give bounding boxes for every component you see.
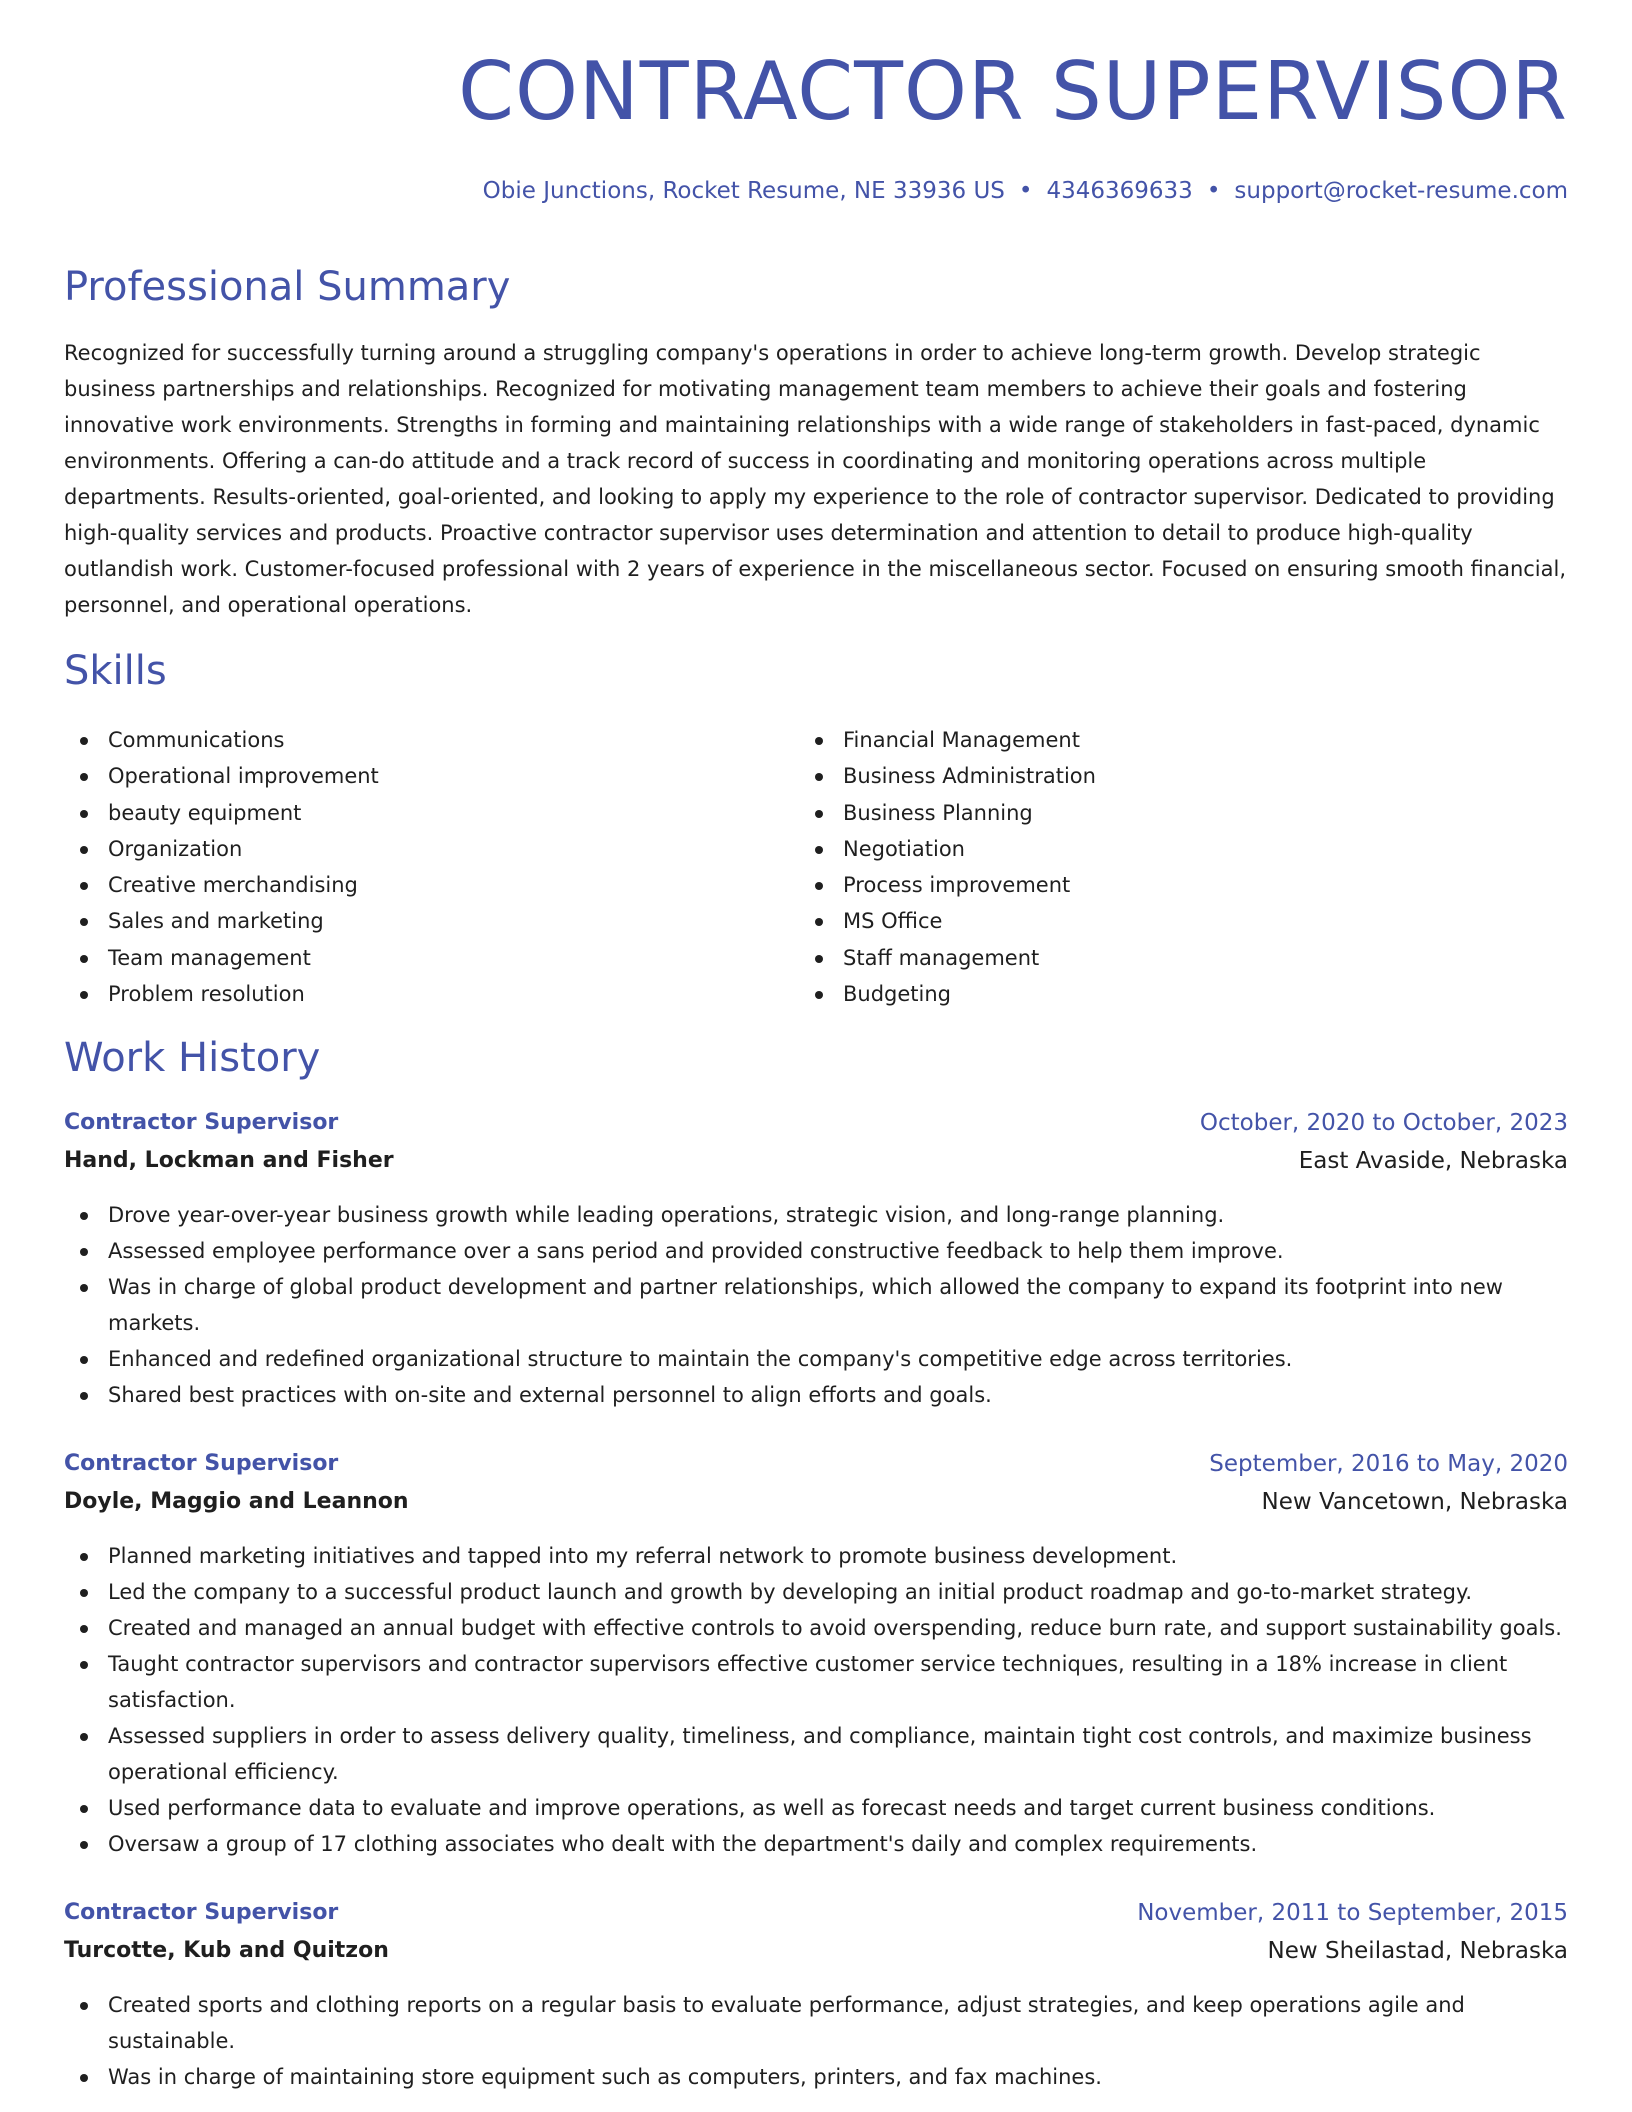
- job-bullet: [64, 1269, 1568, 1341]
- bullet-text: beauty equipment: [108, 800, 302, 825]
- bullet-text: Staff management: [843, 945, 1040, 970]
- contact-phone: 4346369633: [1046, 178, 1193, 204]
- job-location: East Avaside, Nebraska: [1298, 1148, 1568, 1174]
- job-bullet: [64, 1610, 1568, 1646]
- bullet-text: Assessed suppliers in order to assess delivery quality, timeliness, and compliance, maintain tight cost controls, and maximize business operational efficiency.: [108, 1724, 1532, 1784]
- job-bullet: [64, 1718, 1568, 1790]
- skill-item: [799, 903, 1499, 939]
- bullet-text: Team management: [108, 945, 311, 970]
- bullet-dot: [80, 846, 88, 854]
- skills-heading: Skills: [64, 648, 167, 694]
- job-bullet: [64, 1574, 1568, 1610]
- bullet-dot: [815, 918, 823, 926]
- job-location: New Sheilastad, Nebraska: [1267, 1938, 1568, 1964]
- job-header: [64, 1107, 1568, 1183]
- bullet-dot: [80, 1625, 88, 1633]
- bullet-dot: [80, 918, 88, 926]
- skill-item: [64, 795, 764, 831]
- bullet-text: Created and managed an annual budget with effective controls to avoid overspending, reduce burn rate, and support sustainability goals.: [108, 1616, 1562, 1640]
- bullet-dot: [80, 882, 88, 890]
- job-bullet: [64, 1377, 1568, 1413]
- job-bullet-list: [64, 1197, 1568, 1413]
- contact-separator: •: [1018, 178, 1033, 204]
- job-header: [64, 1897, 1568, 1973]
- bullet-dot: [80, 1733, 88, 1741]
- job-company: Hand, Lockman and Fisher: [64, 1148, 394, 1173]
- work-history-heading: Work History: [64, 1035, 321, 1081]
- bullet-text: Assessed employee performance over a sans period and provided constructive feedback to help them improve.: [108, 1239, 1284, 1263]
- job-bullet: [64, 1233, 1568, 1269]
- skill-item: [799, 831, 1499, 867]
- bullet-text: Business Administration: [843, 764, 1096, 789]
- bullet-dot: [80, 2002, 88, 2010]
- skill-item: [64, 867, 764, 903]
- bullet-text: Communications: [108, 728, 285, 752]
- bullet-text: Business Planning: [843, 800, 1033, 825]
- skill-item: [799, 795, 1499, 831]
- skills-list-left: [64, 722, 764, 1012]
- bullet-dot: [815, 737, 823, 745]
- bullet-dot: [80, 1553, 88, 1561]
- bullet-text: Budgeting: [843, 982, 952, 1007]
- job-bullet-list: [64, 1987, 1568, 2095]
- bullet-dot: [80, 773, 88, 781]
- contact-line: [483, 180, 1568, 203]
- bullet-dot: [80, 955, 88, 963]
- job-title: Contractor Supervisor: [64, 1110, 339, 1135]
- bullet-text: Process improvement: [843, 873, 1071, 898]
- job-bullet: [64, 1341, 1568, 1377]
- skill-item: [64, 831, 764, 867]
- job-location: New Vancetown, Nebraska: [1261, 1489, 1568, 1515]
- skill-item: [64, 722, 764, 758]
- skill-item: [64, 976, 764, 1012]
- skill-item: [799, 976, 1499, 1012]
- bullet-text: MS Office: [843, 909, 943, 934]
- bullet-text: Shared best practices with on-site and external personnel to align efforts and goals.: [108, 1383, 992, 1407]
- bullet-dot: [80, 1841, 88, 1849]
- bullet-text: Organization: [108, 836, 243, 861]
- bullet-dot: [80, 1661, 88, 1669]
- job-title: Contractor Supervisor: [64, 1451, 339, 1476]
- skill-item: [799, 722, 1499, 758]
- bullet-text: Enhanced and redefined organizational structure to maintain the company's competitive edge across territories.: [108, 1347, 1293, 1371]
- contact-email: support@rocket-resume.com: [1234, 178, 1568, 204]
- skill-item: [799, 940, 1499, 976]
- skill-item: [799, 867, 1499, 903]
- bullet-text: Was in charge of global product development and partner relationships, which allowed the company to expand its footprint into new markets.: [108, 1275, 1503, 1335]
- bullet-text: Created sports and clothing reports on a regular basis to evaluate performance, adjust strategies, and keep operations agile and sustainable.: [108, 1993, 1465, 2053]
- contact-separator: •: [1206, 178, 1221, 204]
- bullet-text: Negotiation: [843, 836, 965, 861]
- bullet-dot: [80, 1589, 88, 1597]
- bullet-text: Financial Management: [843, 728, 1080, 752]
- job-bullet: [64, 1197, 1568, 1233]
- job-bullet: [64, 1987, 1568, 2059]
- bullet-dot: [815, 773, 823, 781]
- bullet-text: Used performance data to evaluate and improve operations, as well as forecast needs and target current business conditions.: [108, 1796, 1436, 1820]
- bullet-dot: [80, 737, 88, 745]
- skills-list-right: [799, 722, 1499, 1012]
- bullet-dot: [80, 810, 88, 818]
- job-bullet: [64, 1826, 1568, 1862]
- job-bullet-list: [64, 1538, 1568, 1862]
- bullet-text: Was in charge of maintaining store equipment such as computers, printers, and fax machines.: [108, 2065, 1102, 2089]
- bullet-dot: [80, 1212, 88, 1220]
- bullet-text: Taught contractor supervisors and contractor supervisors effective customer service techniques, resulting in a 18% increase in client satisfaction.: [108, 1652, 1508, 1712]
- summary-heading: Professional Summary: [64, 264, 511, 310]
- bullet-dot: [80, 2074, 88, 2082]
- job-dates: November, 2011 to September, 2015: [1137, 1900, 1568, 1926]
- bullet-text: Creative merchandising: [108, 873, 358, 898]
- bullet-dot: [815, 810, 823, 818]
- job-entry: [64, 1897, 1568, 2095]
- skill-item: [64, 758, 764, 794]
- contact-address: Obie Junctions, Rocket Resume, NE 33936 US: [482, 178, 1005, 204]
- job-bullet: [64, 2059, 1568, 2095]
- job-bullet: [64, 1790, 1568, 1826]
- bullet-dot: [815, 882, 823, 890]
- bullet-text: Sales and marketing: [108, 909, 324, 934]
- job-bullet: [64, 1538, 1568, 1574]
- bullet-dot: [80, 1248, 88, 1256]
- bullet-dot: [815, 955, 823, 963]
- job-dates: October, 2020 to October, 2023: [1199, 1110, 1568, 1136]
- job-company: Doyle, Maggio and Leannon: [64, 1489, 409, 1514]
- bullet-dot: [80, 991, 88, 999]
- job-company: Turcotte, Kub and Quitzon: [64, 1938, 389, 1963]
- skill-item: [64, 940, 764, 976]
- bullet-text: Oversaw a group of 17 clothing associates who dealt with the department's daily and complex requirements.: [108, 1832, 1258, 1856]
- bullet-text: Problem resolution: [108, 982, 305, 1007]
- job-title: Contractor Supervisor: [64, 1900, 339, 1925]
- bullet-text: Led the company to a successful product launch and growth by developing an initial product roadmap and go-to-market strategy.: [108, 1580, 1473, 1604]
- bullet-dot: [80, 1284, 88, 1292]
- bullet-text: Drove year-over-year business growth while leading operations, strategic vision, and long-range planning.: [108, 1203, 1225, 1227]
- bullet-dot: [815, 846, 823, 854]
- job-bullet: [64, 1646, 1568, 1718]
- job-entry: [64, 1448, 1568, 1862]
- job-entry: [64, 1107, 1568, 1413]
- skill-item: [64, 903, 764, 939]
- bullet-text: Planned marketing initiatives and tapped into my referral network to promote business development.: [108, 1544, 1178, 1568]
- summary-text: Recognized for successfully turning around a struggling company's operations in order to achieve long-term growth. Develop strategic business partnerships and relationships. Recognized for motivating management team members to achieve their goals and fostering innovative work environments. Strengths in forming and maintaining relationships with a wide range of stakeholders in fast-paced, dynamic environments. Offering a can-do attitude and a track record of success in coordinating and monitoring operations across multiple departments. Results-oriented, goal-oriented, and looking to apply my experience to the role of contractor supervisor. Dedicated to providing high-quality services and products. Proactive contractor supervisor uses determination and attention to detail to produce high-quality outlandish work. Customer-focused professional with 2 years of experience in the miscellaneous sector. Focused on ensuring smooth financial, personnel, and operational operations.: [64, 341, 1567, 617]
- bullet-dot: [815, 991, 823, 999]
- bullet-text: Operational improvement: [108, 764, 379, 789]
- resume-name-heading: CONTRACTOR SUPERVISOR: [458, 45, 1568, 138]
- bullet-dot: [80, 1392, 88, 1400]
- job-header: [64, 1448, 1568, 1524]
- job-dates: September, 2016 to May, 2020: [1209, 1451, 1568, 1477]
- bullet-dot: [80, 1356, 88, 1364]
- skill-item: [799, 758, 1499, 794]
- bullet-dot: [80, 1805, 88, 1813]
